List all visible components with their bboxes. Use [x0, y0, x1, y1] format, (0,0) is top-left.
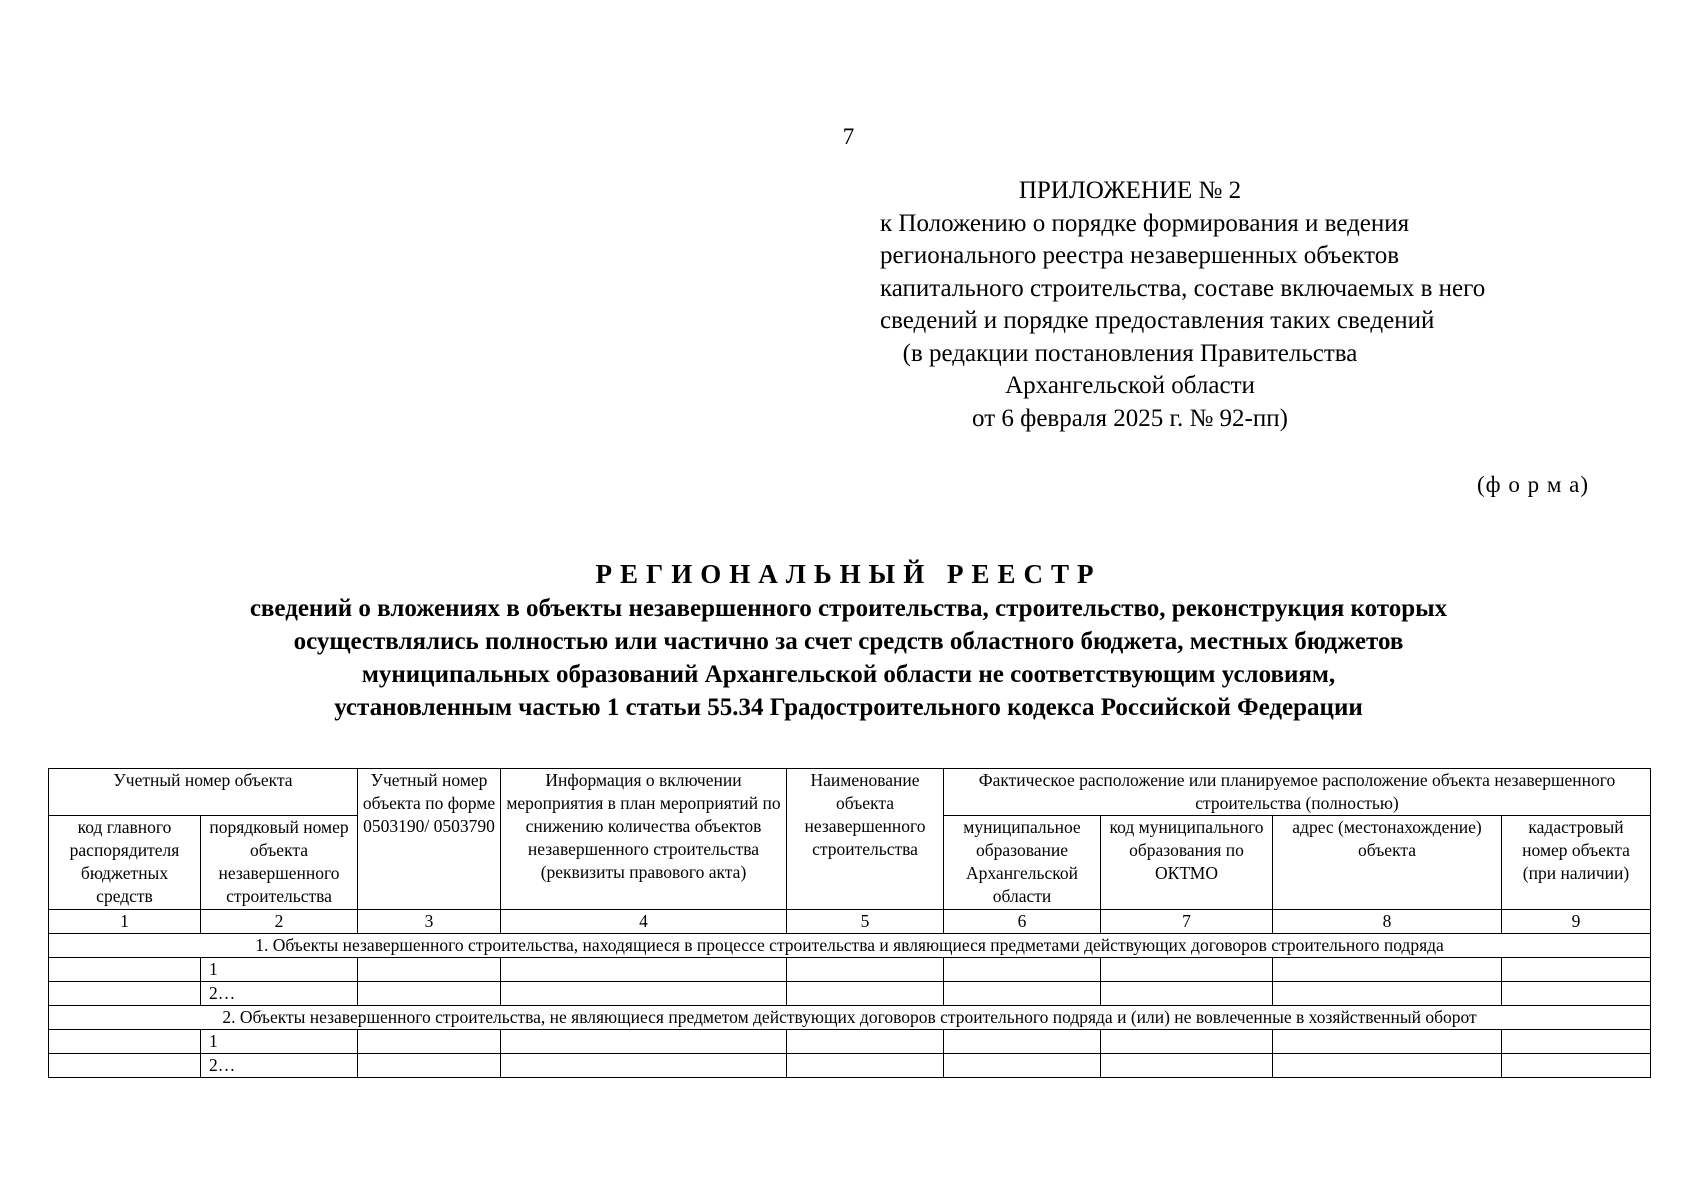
table-cell — [1502, 958, 1651, 982]
page-number: 7 — [842, 124, 855, 149]
header-col-8: адрес (местонахождение) объекта — [1273, 816, 1502, 910]
column-number: 9 — [1502, 910, 1651, 934]
table-cell — [358, 1054, 501, 1078]
title-sub-line: муниципальных образований Архангельской области не соответствующим условиям, — [361, 661, 1336, 688]
document-title — [0, 558, 1697, 724]
table-cell — [49, 1054, 201, 1078]
appendix-line: сведений и порядке предоставления таких сведений — [880, 307, 1435, 334]
table-row — [49, 982, 1651, 1006]
table-cell — [49, 1030, 201, 1054]
table-row — [49, 1030, 1651, 1054]
column-numbers-row — [49, 910, 1651, 934]
table-cell — [358, 1030, 501, 1054]
table-cell — [501, 982, 787, 1006]
appendix-line: капитального строительства, составе включаемых в него — [880, 274, 1486, 302]
table-cell — [1273, 958, 1502, 982]
header-col-4: Информация о включении мероприятия в план мероприятий по снижению количества объектов незавершенного строительства (реквизиты правового акта) — [501, 769, 787, 910]
table-cell — [787, 958, 944, 982]
table-cell — [501, 1054, 787, 1078]
table-cell — [787, 1030, 944, 1054]
table-cell — [787, 982, 944, 1006]
table-row — [49, 958, 1651, 982]
title-sub-line: сведений о вложениях в объекты незавершенного строительства, строительство, реконструкция которых — [249, 595, 1448, 622]
section-title: 1. Объекты незавершенного строительства, находящиеся в процессе строительства и являющиеся предметами действующих договоров строительного подряда — [49, 934, 1651, 958]
table-cell — [1273, 982, 1502, 1006]
column-number: 6 — [944, 910, 1101, 934]
section-row — [49, 1006, 1651, 1030]
appendix-line: от 6 февраля 2025 г. № 92-пп) — [972, 404, 1288, 432]
header-account-number: Учетный номер объекта — [49, 769, 358, 816]
header-col-5: Наименование объекта незавершенного строительства — [787, 769, 944, 910]
table-cell — [787, 1054, 944, 1078]
table-cell — [358, 958, 501, 982]
appendix-line: регионального реестра незавершенных объектов — [880, 242, 1400, 269]
table-cell — [501, 958, 787, 982]
registry-table — [48, 768, 1651, 1078]
header-col-1: код главного распорядителя бюджетных средств — [49, 816, 201, 910]
title-main: РЕГИОНАЛЬНЫЙ РЕЕСТР — [595, 559, 1102, 589]
header-col-9: кадастровый номер объекта (при наличии) — [1502, 816, 1651, 910]
table-cell — [1273, 1054, 1502, 1078]
table-cell — [358, 982, 501, 1006]
table-cell — [1101, 1030, 1273, 1054]
table-cell — [49, 958, 201, 982]
header-col-6: муниципальное образование Архангельской области — [944, 816, 1101, 910]
section-row — [49, 934, 1651, 958]
appendix-line: Архангельской области — [1005, 372, 1255, 399]
table-row — [49, 1054, 1651, 1078]
row-index: 1 — [201, 1030, 358, 1054]
appendix-block — [880, 175, 1486, 435]
table-cell — [1502, 1030, 1651, 1054]
table-cell — [1101, 958, 1273, 982]
table-cell — [1273, 1030, 1502, 1054]
appendix-line: (в редакции постановления Правительства — [902, 339, 1358, 367]
header-col-7: код муниципального образования по ОКТМО — [1101, 816, 1273, 910]
table-cell — [944, 958, 1101, 982]
column-number: 3 — [358, 910, 501, 934]
row-index: 2… — [201, 982, 358, 1006]
column-number: 8 — [1273, 910, 1502, 934]
header-location: Фактическое расположение или планируемое расположение объекта незавершенного строительства (полностью) — [944, 769, 1651, 816]
section-title: 2. Объекты незавершенного строительства, не являющиеся предметом действующих договоров строительного подряда и (или) не вовлеченные в хозяйственный оборот — [49, 1006, 1651, 1030]
appendix-line: ПРИЛОЖЕНИЕ № 2 — [1018, 177, 1242, 204]
row-index: 1 — [201, 958, 358, 982]
table-cell — [1502, 1054, 1651, 1078]
title-sub-line: осуществлялись полностью или частично за счет средств областного бюджета, местных бюджетов — [293, 628, 1404, 655]
column-number: 4 — [501, 910, 787, 934]
row-index: 2… — [201, 1054, 358, 1078]
title-sub-line: установленным частью 1 статьи 55.34 Градостроительного кодекса Российской Федерации — [334, 694, 1363, 721]
header-col-3: Учетный номер объекта по форме 0503190/ 0503790 — [358, 769, 501, 910]
table-cell — [49, 982, 201, 1006]
column-number: 1 — [49, 910, 201, 934]
appendix-line: к Положению о порядке формирования и ведения — [880, 209, 1410, 237]
column-number: 2 — [201, 910, 358, 934]
header-col-2: порядковый номер объекта незавершенного строительства — [201, 816, 358, 910]
title-subtitle — [0, 592, 1697, 724]
table-cell — [944, 982, 1101, 1006]
table-cell — [501, 1030, 787, 1054]
table-cell — [944, 1054, 1101, 1078]
table-cell — [1101, 982, 1273, 1006]
table-cell — [1101, 1054, 1273, 1078]
table-cell — [1502, 982, 1651, 1006]
column-number: 5 — [787, 910, 944, 934]
table-cell — [944, 1030, 1101, 1054]
column-number: 7 — [1101, 910, 1273, 934]
form-note: (ф о р м а) — [1477, 472, 1589, 497]
